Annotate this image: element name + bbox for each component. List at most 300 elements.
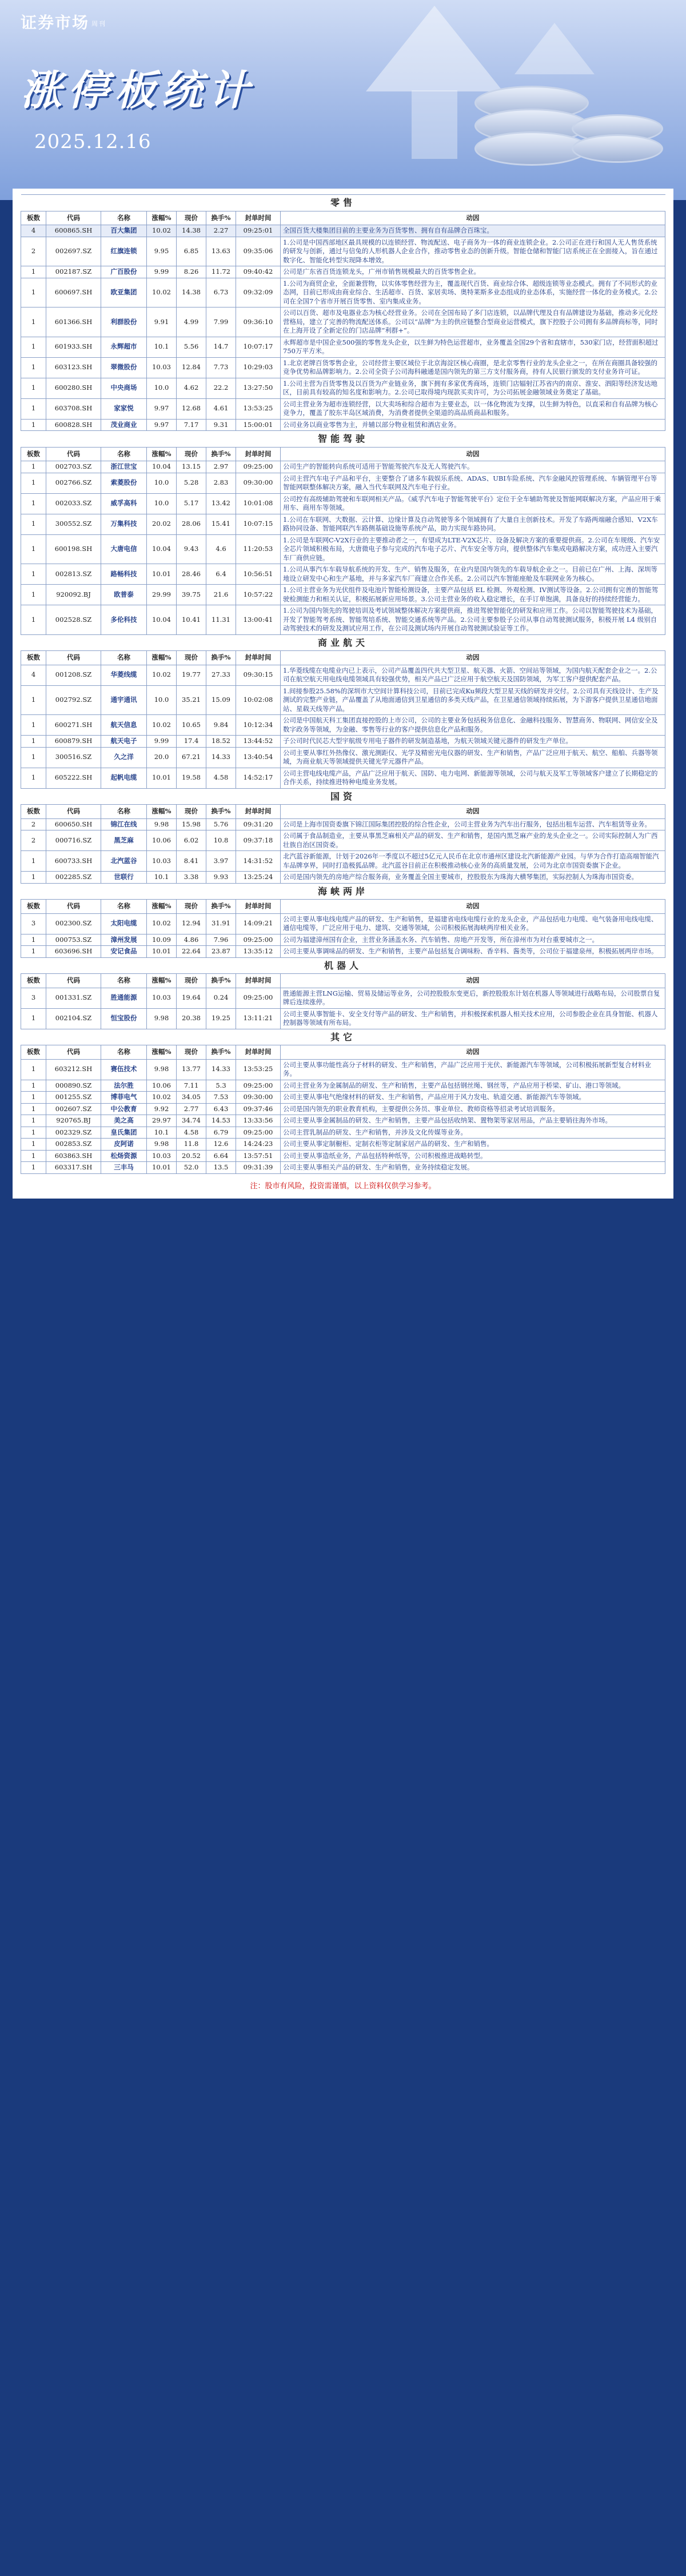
- reason-text: 公司属于食品制造业，主要从事黑芝麻相关产品的研发、生产和销售，是国内黑芝麻产业的龙头企业之一。公司实际控制人为广西壮族自治区国资委。: [281, 830, 665, 851]
- column-header: 现价: [177, 447, 206, 461]
- current-price: 7.11: [177, 1080, 206, 1092]
- board-count: 1: [21, 419, 46, 431]
- stock-code: 601366.SH: [46, 307, 101, 337]
- stock-code: 600198.SH: [46, 534, 101, 564]
- change-percent: 9.99: [147, 266, 177, 278]
- turnover-rate: 7.99: [206, 307, 236, 337]
- column-header-row: [21, 447, 665, 461]
- change-percent: 9.98: [147, 1139, 177, 1151]
- board-count: 1: [21, 1103, 46, 1115]
- current-price: 6.85: [177, 237, 206, 266]
- change-percent: 10.01: [147, 946, 177, 958]
- column-header: 现价: [177, 1045, 206, 1060]
- change-percent: 10.03: [147, 357, 177, 378]
- board-count: 1: [21, 1092, 46, 1104]
- column-header: 封单时间: [236, 211, 281, 225]
- current-price: 4.62: [177, 378, 206, 398]
- seal-time: 09:35:06: [236, 237, 281, 266]
- seal-time: 10:07:17: [236, 337, 281, 357]
- turnover-rate: 0.24: [206, 988, 236, 1008]
- disclaimer: 注：股市有风险，投资需谨慎，以上资料仅供学习参考。: [250, 1181, 436, 1191]
- stock-name: 利群股份: [101, 307, 147, 337]
- current-price: 3.38: [177, 872, 206, 884]
- reason-text: 公司主要从事调味品的研发、生产和销售，主要产品包括复合调味粉、香辛料、酱类等，公司位于福建泉州，积极拓展两岸市场。: [281, 946, 665, 958]
- reason-text: 公司是国内领先的职业教育机构，主要提供公务员、事业单位、教师资格等招录考试培训服务。: [281, 1103, 665, 1115]
- seal-time: 10:02:08: [236, 685, 281, 715]
- current-price: 67.21: [177, 747, 206, 768]
- column-header: 板数: [21, 1045, 46, 1060]
- board-count: 1: [21, 934, 46, 946]
- current-price: 35.21: [177, 685, 206, 715]
- change-percent: 10.01: [147, 1162, 177, 1174]
- table-row: [21, 1139, 665, 1151]
- table-row: [21, 1150, 665, 1162]
- reason-text: 公司主要从事造纸业务，产品包括特种纸等，公司积极推进战略转型。: [281, 1150, 665, 1162]
- stock-code: 002697.SZ: [46, 237, 101, 266]
- turnover-rate: 3.97: [206, 851, 236, 872]
- section-title: 商业航天: [21, 634, 665, 651]
- small-up-arrow-decoration: [514, 23, 595, 74]
- turnover-rate: 6.64: [206, 1150, 236, 1162]
- table-row: [21, 715, 665, 736]
- column-header: 换手%: [206, 1045, 236, 1060]
- column-header-row: [21, 1045, 665, 1060]
- section-header: [21, 195, 665, 211]
- stock-code: 603696.SH: [46, 946, 101, 958]
- change-percent: 9.92: [147, 1103, 177, 1115]
- change-percent: 10.06: [147, 1080, 177, 1092]
- change-percent: 10.1: [147, 872, 177, 884]
- seal-time: 09:37:46: [236, 1103, 281, 1115]
- turnover-rate: 13.5: [206, 1162, 236, 1174]
- column-header: 涨幅%: [147, 900, 177, 914]
- reason-text: 胜通能源主营LNG运输、贸易及储运等业务，公司控股股东变更后，新控股股东计划在机器人等领域进行战略布局，公司股票自复牌后连续涨停。: [281, 988, 665, 1008]
- table-row: [21, 872, 665, 884]
- seal-time: 14:52:17: [236, 768, 281, 788]
- change-percent: 20.02: [147, 514, 177, 534]
- turnover-rate: 7.96: [206, 934, 236, 946]
- board-count: 1: [21, 605, 46, 635]
- change-percent: 10.03: [147, 1150, 177, 1162]
- turnover-rate: 7.73: [206, 357, 236, 378]
- change-percent: 10.1: [147, 1127, 177, 1139]
- seal-time: 13:25:24: [236, 872, 281, 884]
- current-price: 12.94: [177, 913, 206, 934]
- reason-text: 1.公司在车联网、大数据、云计算、边缘计算及自动驾驶等多个领域拥有了大量自主创新技术。开发了车路两端融合感知、V2X车路协同设备、智能网联汽车路侧基础设施等系统产品，助力实现车路协同。: [281, 514, 665, 534]
- change-percent: 10.09: [147, 934, 177, 946]
- column-header-row: [21, 974, 665, 988]
- current-price: 34.05: [177, 1092, 206, 1104]
- table-container: [13, 189, 673, 1199]
- column-header: 板数: [21, 447, 46, 461]
- reason-text: 1.公司为国内领先的驾驶培训及考试领域整体解决方案提供商，推进驾驶智能化的研发和应用工作。公司以智能驾驶技术为基础，开发了智能驾考系统、智能驾培系统、智能交通系统等产品。2.公司主要参股子公司从事自动驾驶测试服务，积极开展 L4 级别自动驾驶技术的研发及测试应用工作，在公司及测试场内开展自动驾驶测试验证等工作。: [281, 605, 665, 635]
- board-count: 1: [21, 337, 46, 357]
- seal-time: 13:00:41: [236, 605, 281, 635]
- reason-text: 子公司时代民芯大型宇航级专用电子器件的研发制造基地，为航天领域关键元器件的研发生产单位。: [281, 736, 665, 748]
- stock-code: 605222.SH: [46, 768, 101, 788]
- table-row: [21, 398, 665, 419]
- change-percent: 9.98: [147, 818, 177, 830]
- board-count: 1: [21, 398, 46, 419]
- table-row: [21, 1059, 665, 1080]
- reason-text: 公司主营业务为金属制品的研发、生产和销售，主要产品包括钢丝绳、钢丝等，产品应用于桥梁、矿山、港口等领域。: [281, 1080, 665, 1092]
- board-count: 1: [21, 585, 46, 605]
- board-count: 1: [21, 473, 46, 493]
- column-header: 现价: [177, 900, 206, 914]
- column-header: 封单时间: [236, 805, 281, 819]
- current-price: 12.68: [177, 398, 206, 419]
- stock-code: 002528.SZ: [46, 605, 101, 635]
- seal-time: 15:00:01: [236, 419, 281, 431]
- column-header: 动因: [281, 900, 665, 914]
- change-percent: 9.98: [147, 1059, 177, 1080]
- stock-name: 大唐电信: [101, 534, 147, 564]
- stock-code: 920092.BJ: [46, 585, 101, 605]
- stock-name: 黑芝麻: [101, 830, 147, 851]
- column-header: 换手%: [206, 900, 236, 914]
- reason-text: 公司主要从事智能卡、安全支付等产品的研发、生产和销售，并积极探索机器人相关技术应用，公司参股企业在具身智能、机器人控制器等领域有所布局。: [281, 1008, 665, 1029]
- current-price: 4.58: [177, 1127, 206, 1139]
- reason-text: 公司是上海市国资委旗下锦江国际集团控股的综合性企业，公司主营业务为汽车出行服务，包括出租车运营、汽车租赁等业务。: [281, 818, 665, 830]
- stock-name: 航天电子: [101, 736, 147, 748]
- section-title: 机器人: [21, 957, 665, 974]
- turnover-rate: 2.27: [206, 225, 236, 237]
- turnover-rate: 14.33: [206, 1059, 236, 1080]
- turnover-rate: 5.76: [206, 818, 236, 830]
- reason-text: 1.公司主营业务为光伏组件及电池片智能检测设备，主要产品包括 EL 检测、外观检测、IV测试等设备。2.公司拥有完善的智能驾驶检测能力和相关认证，积极拓展新应用场景。3.公司主营业务的收入稳定增长，在手订单饱满，具备良好的持续经营能力。: [281, 585, 665, 605]
- turnover-rate: 2.97: [206, 461, 236, 473]
- stock-name: 赛伍技术: [101, 1059, 147, 1080]
- seal-time: 09:30:00: [236, 1092, 281, 1104]
- turnover-rate: 27.33: [206, 665, 236, 685]
- column-header: 动因: [281, 651, 665, 665]
- column-header: 名称: [101, 805, 147, 819]
- section-title: 零售: [21, 195, 665, 211]
- seal-time: 09:25:00: [236, 1080, 281, 1092]
- brand-logo: 证券市场 周刊: [21, 13, 107, 32]
- change-percent: 20.0: [147, 747, 177, 768]
- current-price: 39.75: [177, 585, 206, 605]
- column-header: 涨幅%: [147, 1045, 177, 1060]
- stock-name: 起帆电缆: [101, 768, 147, 788]
- stock-code: 002033.SZ: [46, 493, 101, 514]
- stock-code: 001331.SZ: [46, 988, 101, 1008]
- reason-text: 全国百货大楼集团目前的主要业务为百货零售、拥有自有品牌合百珠宝。: [281, 225, 665, 237]
- reason-text: 公司是中国航天科工集团直接控股的上市公司，公司的主要业务包括税务信息化、金融科技服务、智慧商务、物联网、网信安全及数字政务等领域，为金融、零售等行业的客户提供信息化产品和服务。: [281, 715, 665, 736]
- stock-code: 002766.SZ: [46, 473, 101, 493]
- stock-name: 茂业商业: [101, 419, 147, 431]
- current-price: 9.43: [177, 534, 206, 564]
- change-percent: 9.99: [147, 736, 177, 748]
- board-count: 1: [21, 1162, 46, 1174]
- turnover-rate: 2.83: [206, 473, 236, 493]
- turnover-rate: 10.8: [206, 830, 236, 851]
- current-price: 5.17: [177, 493, 206, 514]
- stock-code: 603863.SH: [46, 1150, 101, 1162]
- table-row: [21, 419, 665, 431]
- column-header: 涨幅%: [147, 211, 177, 225]
- seal-time: 14:24:23: [236, 1139, 281, 1151]
- change-percent: 10.02: [147, 1092, 177, 1104]
- table-row: [21, 665, 665, 685]
- seal-time: 09:25:00: [236, 461, 281, 473]
- turnover-rate: 15.09: [206, 685, 236, 715]
- arrow-stem-decoration: [412, 90, 457, 159]
- table-row: [21, 564, 665, 585]
- stock-name: 欧普泰: [101, 585, 147, 605]
- stock-name: 索菱股份: [101, 473, 147, 493]
- board-count: 1: [21, 357, 46, 378]
- board-count: 1: [21, 266, 46, 278]
- board-count: 1: [21, 493, 46, 514]
- board-count: 2: [21, 818, 46, 830]
- reason-text: 1.公司从事汽车车载导航系统的开发、生产、销售及服务，在业内是国内领先的车载导航企业之一。目前已在广州、上海、深圳等地设立研发中心和生产基地，并与多家汽车厂商建立合作关系。2.公司以汽车智能座舱及车联网业务为核心。: [281, 564, 665, 585]
- reason-text: 公司生产的智能转向系统可适用于智能驾驶汽车及无人驾驶汽车。: [281, 461, 665, 473]
- stock-name: 红旗连锁: [101, 237, 147, 266]
- column-header: 板数: [21, 651, 46, 665]
- column-header: 现价: [177, 974, 206, 988]
- stock-name: 永辉超市: [101, 337, 147, 357]
- seal-time: 10:01:08: [236, 493, 281, 514]
- change-percent: 29.99: [147, 585, 177, 605]
- column-header: 现价: [177, 651, 206, 665]
- stock-code: 600697.SH: [46, 278, 101, 307]
- reason-text: 公司主要从事金属制品的研发、生产和销售，主要产品包括收纳架、置物架等家居用品，产品主要销往海外市场。: [281, 1115, 665, 1127]
- column-header: 代码: [46, 974, 101, 988]
- board-count: 1: [21, 278, 46, 307]
- stock-name: 三丰马: [101, 1162, 147, 1174]
- table-row: [21, 605, 665, 635]
- current-price: 10.41: [177, 605, 206, 635]
- stock-name: 欧亚集团: [101, 278, 147, 307]
- stock-name: 世联行: [101, 872, 147, 884]
- current-price: 8.26: [177, 266, 206, 278]
- column-header: 代码: [46, 900, 101, 914]
- stock-code: 600828.SH: [46, 419, 101, 431]
- table-row: [21, 851, 665, 872]
- turnover-rate: 9.93: [206, 872, 236, 884]
- current-price: 34.74: [177, 1115, 206, 1127]
- stock-code: 603317.SH: [46, 1162, 101, 1174]
- column-header-row: [21, 211, 665, 225]
- stock-code: 600865.SH: [46, 225, 101, 237]
- column-header: 动因: [281, 974, 665, 988]
- change-percent: 10.01: [147, 768, 177, 788]
- section-header: [21, 788, 665, 805]
- current-price: 19.64: [177, 988, 206, 1008]
- turnover-rate: 21.6: [206, 585, 236, 605]
- column-header: 换手%: [206, 447, 236, 461]
- stock-name: 皇氏集团: [101, 1127, 147, 1139]
- table-row: [21, 585, 665, 605]
- table-row: [21, 1008, 665, 1029]
- current-price: 22.64: [177, 946, 206, 958]
- stock-name: 太阳电缆: [101, 913, 147, 934]
- table-row: [21, 1127, 665, 1139]
- board-count: 1: [21, 1059, 46, 1080]
- table-row: [21, 357, 665, 378]
- current-price: 19.77: [177, 665, 206, 685]
- seal-time: 09:25:01: [236, 225, 281, 237]
- board-count: 3: [21, 913, 46, 934]
- column-header: 涨幅%: [147, 974, 177, 988]
- stock-code: 002607.SZ: [46, 1103, 101, 1115]
- column-header: 封单时间: [236, 651, 281, 665]
- board-count: 1: [21, 1115, 46, 1127]
- turnover-rate: 5.3: [206, 1080, 236, 1092]
- column-header-row: [21, 900, 665, 914]
- column-header: 动因: [281, 447, 665, 461]
- board-count: 3: [21, 988, 46, 1008]
- column-header: 动因: [281, 211, 665, 225]
- table-row: [21, 747, 665, 768]
- stock-name: 广百股份: [101, 266, 147, 278]
- turnover-rate: 14.53: [206, 1115, 236, 1127]
- stock-name: 安记食品: [101, 946, 147, 958]
- change-percent: 10.1: [147, 337, 177, 357]
- board-count: 1: [21, 564, 46, 585]
- seal-time: 10:07:15: [236, 514, 281, 534]
- stock-name: 浙江世宝: [101, 461, 147, 473]
- board-count: 4: [21, 665, 46, 685]
- turnover-rate: 4.58: [206, 768, 236, 788]
- table-row: [21, 278, 665, 307]
- change-percent: 10.02: [147, 715, 177, 736]
- current-price: 28.06: [177, 514, 206, 534]
- seal-time: 13:33:56: [236, 1115, 281, 1127]
- section-header: [21, 1029, 665, 1045]
- table-row: [21, 461, 665, 473]
- table-row: [21, 237, 665, 266]
- reason-text: 公司主要从事红外热像仪、激光测距仪、光学及精密光电仪器的研发、生产和销售，产品广泛应用于航天、航空、船舶、兵器等领域，为商业航天等领域提供关键光学元器件产品。: [281, 747, 665, 768]
- change-percent: 10.02: [147, 913, 177, 934]
- column-header: 换手%: [206, 211, 236, 225]
- column-header: 涨幅%: [147, 651, 177, 665]
- seal-time: 11:20:53: [236, 534, 281, 564]
- stock-name: 久之洋: [101, 747, 147, 768]
- seal-time: 09:30:15: [236, 665, 281, 685]
- seal-time: 09:37:18: [236, 830, 281, 851]
- board-count: 1: [21, 307, 46, 337]
- change-percent: 9.97: [147, 398, 177, 419]
- change-percent: 29.97: [147, 1115, 177, 1127]
- board-count: 1: [21, 768, 46, 788]
- column-header: 板数: [21, 211, 46, 225]
- column-header: 换手%: [206, 651, 236, 665]
- reason-text: 1.华菱线缆在电缆业内已上表示，公司产品覆盖四代共大型卫星、航天器、火箭、空间站等领域，为国内航天配套企业之一。2.公司在航空航天用电线电缆领域具有较强优势，相关产品已广泛应用于航空航天及国防领域，为军工客户提供配套产品。: [281, 665, 665, 685]
- stock-code: 000753.SZ: [46, 934, 101, 946]
- change-percent: 10.04: [147, 461, 177, 473]
- column-header: 动因: [281, 1045, 665, 1060]
- stock-code: 002813.SZ: [46, 564, 101, 585]
- stock-code: 600280.SH: [46, 378, 101, 398]
- reason-text: 公司是广东省百货连锁龙头，广州市销售规模最大的百货零售企业。: [281, 266, 665, 278]
- change-percent: 10.02: [147, 278, 177, 307]
- board-count: 1: [21, 736, 46, 748]
- turnover-rate: 4.6: [206, 534, 236, 564]
- column-header: 代码: [46, 447, 101, 461]
- seal-time: 09:31:20: [236, 818, 281, 830]
- current-price: 13.77: [177, 1059, 206, 1080]
- board-count: 1: [21, 851, 46, 872]
- seal-time: 10:56:51: [236, 564, 281, 585]
- seal-time: 13:27:50: [236, 378, 281, 398]
- reason-text: 公司主要从事相关产品的研发、生产和销售，业务持续稳定发展。: [281, 1162, 665, 1174]
- column-header: 现价: [177, 805, 206, 819]
- current-price: 5.28: [177, 473, 206, 493]
- stock-name: 威孚高科: [101, 493, 147, 514]
- turnover-rate: 6.79: [206, 1127, 236, 1139]
- change-percent: 9.97: [147, 419, 177, 431]
- reason-text: 公司以百货、超市及电器业态为核心经营业务。公司在全国布局了多门店连锁，以品牌代理及自有品牌建设为基础，推动多元化经营格局，建立了完善的物流配送体系。公司以“品牌”为主的供应链整合型商业运营模式，旗下控股子公司拥有多品牌商标等，同时在上海开设了全新定位的门店品牌“利群+”。: [281, 307, 665, 337]
- stock-name: 万集科技: [101, 514, 147, 534]
- current-price: 20.52: [177, 1150, 206, 1162]
- reason-text: 公司为福建漳州国有企业，主营业务涵盖水务、汽车销售、房地产开发等，所在漳州市为对台重要城市之一。: [281, 934, 665, 946]
- stock-code: 002703.SZ: [46, 461, 101, 473]
- stock-name: 路畅科技: [101, 564, 147, 585]
- seal-time: 09:25:00: [236, 988, 281, 1008]
- seal-time: 09:32:09: [236, 278, 281, 307]
- stock-name: 北汽蓝谷: [101, 851, 147, 872]
- stock-code: 603212.SH: [46, 1059, 101, 1080]
- stock-code: 603708.SH: [46, 398, 101, 419]
- seal-time: 09:25:00: [236, 1127, 281, 1139]
- stock-code: 000890.SZ: [46, 1080, 101, 1092]
- seal-time: 09:31:39: [236, 1162, 281, 1174]
- turnover-rate: 7.53: [206, 1092, 236, 1104]
- stock-code: 600733.SH: [46, 851, 101, 872]
- turnover-rate: 11.31: [206, 605, 236, 635]
- current-price: 8.41: [177, 851, 206, 872]
- board-count: 1: [21, 1127, 46, 1139]
- current-price: 11.8: [177, 1139, 206, 1151]
- change-percent: 10.03: [147, 988, 177, 1008]
- change-percent: 10.02: [147, 225, 177, 237]
- seal-time: 09:36:10: [236, 307, 281, 337]
- table-row: [21, 1080, 665, 1092]
- column-header: 封单时间: [236, 974, 281, 988]
- reason-text: 公司主营电线电缆产品，产品广泛应用于航天、国防、电力电网、新能源等领域，公司与航天及军工等领域客户建立了长期稳定的合作关系，持续推进特种电缆业务发展。: [281, 768, 665, 788]
- board-count: 1: [21, 1008, 46, 1029]
- column-header: 板数: [21, 900, 46, 914]
- board-count: 1: [21, 685, 46, 715]
- reason-text: 公司主要从事功能性高分子材料的研发、生产和销售，产品广泛应用于光伏、新能源汽车等领域，公司积极拓展新型复合材料业务。: [281, 1059, 665, 1080]
- stock-name: 锦江在线: [101, 818, 147, 830]
- reason-text: 1.公司是中国西部地区最具规模的以连锁经营、物流配送、电子商务为一体的商业连锁企业。2.公司正在进行和国人无人售货系统的研发与创新，通过与信兔的人形机器人企业合作，推动零售业态的创新升级。智能仓储和智能门店系统正在全面接入，旨在通过数字化、智能化转型实现降本增效。: [281, 237, 665, 266]
- stock-code: 300552.SZ: [46, 514, 101, 534]
- current-price: 14.38: [177, 225, 206, 237]
- seal-time: 13:44:52: [236, 736, 281, 748]
- table-row: [21, 946, 665, 958]
- table-row: [21, 378, 665, 398]
- seal-time: 10:29:03: [236, 357, 281, 378]
- turnover-rate: 14.33: [206, 747, 236, 768]
- table-row: [21, 307, 665, 337]
- reason-text: 1.公司主营为百货零售及以百货为产业链业务，旗下拥有多家优秀商场，连锁门店辐射江苏省内的南京、淮安、泗阳等经济发达地区，目前具有较高的知名度和影响力。2.公司已取得境内现款买卖许可，为公司拓展金融领域业务奠定了基础。: [281, 378, 665, 398]
- reason-text: 公司业务以商业零售为主，并辅以部分物业租赁和酒店业务。: [281, 419, 665, 431]
- column-header: 名称: [101, 651, 147, 665]
- seal-time: 14:09:21: [236, 913, 281, 934]
- current-price: 28.46: [177, 564, 206, 585]
- change-percent: 10.0: [147, 685, 177, 715]
- stock-name: 通宇通讯: [101, 685, 147, 715]
- stock-code: 002285.SZ: [46, 872, 101, 884]
- current-price: 10.65: [177, 715, 206, 736]
- column-header: 代码: [46, 651, 101, 665]
- stock-name: 松炀资源: [101, 1150, 147, 1162]
- seal-time: 14:31:52: [236, 851, 281, 872]
- table-row: [21, 514, 665, 534]
